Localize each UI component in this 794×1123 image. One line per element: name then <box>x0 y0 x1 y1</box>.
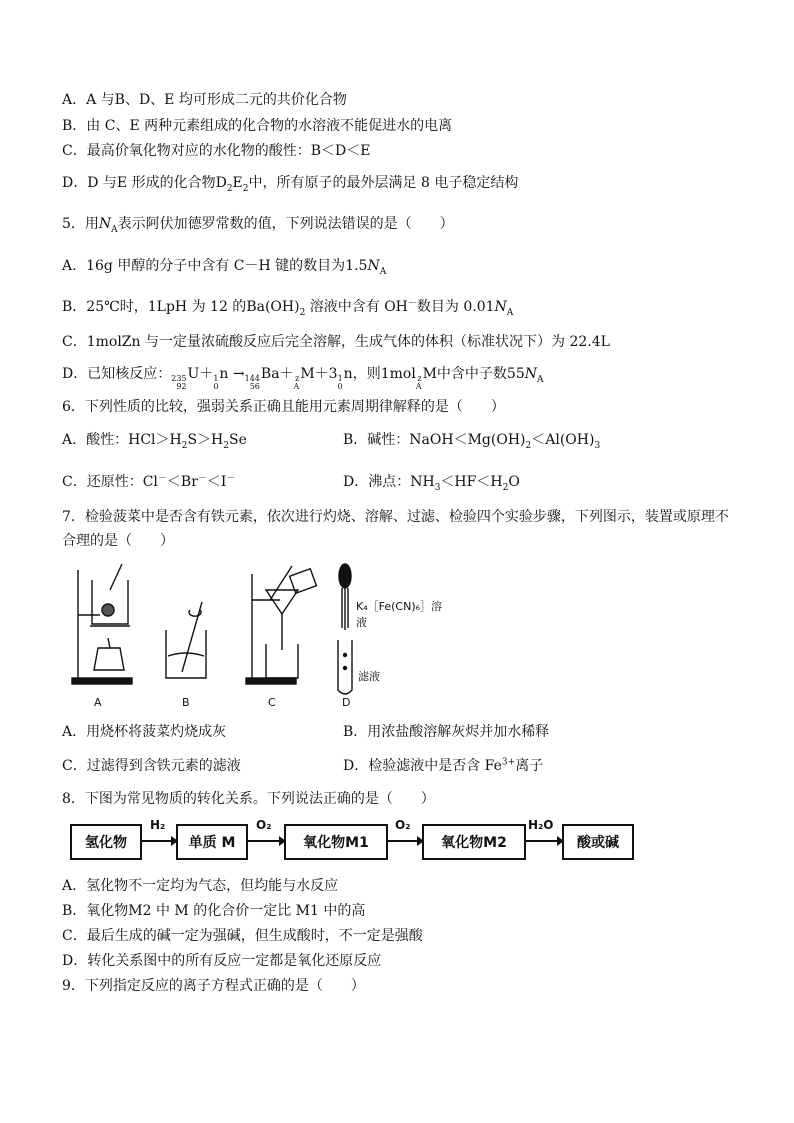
flow-arrow-label-3: O₂ <box>395 818 411 832</box>
q6-option-b: B．碱性：$NaOH<Mg(OH)_2<Al(OH)_3$ <box>343 432 601 451</box>
figure-label-a: A <box>94 696 102 709</box>
figure-filtrate-label: 滤液 <box>358 670 380 683</box>
q6-option-a: A．酸性：$HCl>H_2S>H_2Se$ <box>62 432 247 451</box>
q9-stem: 9．下列指定反应的离子方程式正确的是（ ） <box>62 978 365 994</box>
q8-option-d: D．转化关系图中的所有反应一定都是氧化还原反应 <box>62 953 382 969</box>
flow-arrow-label-1: H₂ <box>150 818 166 832</box>
figure-reagent-label: K₄［Fe(CN)₆］溶液 <box>356 600 443 629</box>
q7-option-a: A．用烧杯将菠菜灼烧成灰 <box>62 724 227 740</box>
q8-option-c: C．最后生成的碱一定为强碱，但生成酸时，不一定是强酸 <box>62 928 423 944</box>
q8-option-b: B．氧化物M2 中 M 的化合价一定比 M1 中的高 <box>62 903 366 919</box>
figure-label-b: B <box>182 696 190 709</box>
q8-stem: 8．下图为常见物质的转化关系。下列说法正确的是（ ） <box>62 791 435 807</box>
q4-option-d: D．D 与E 形成的化合物$D_2E_2$中，所有原子的最外层满足 8 电子稳定结构 <box>62 175 519 194</box>
q5-stem: 5．用$N_A$表示阿伏加德罗常数的值，下列说法错误的是（ ） <box>62 216 454 235</box>
flow-arrow-3 <box>388 840 422 842</box>
q6-stem: 6．下列性质的比较，强弱关系正确且能用元素周期律解释的是（ ） <box>62 399 505 415</box>
q7-option-b: B．用浓盐酸溶解灰烬并加水稀释 <box>343 724 550 740</box>
flow-box-oxide-m2: 氧化物M2 <box>422 824 526 860</box>
q4-option-b: B．由 C、E 两种元素组成的化合物的水溶液不能促进水的电离 <box>62 118 453 134</box>
flow-arrow-2 <box>248 840 284 842</box>
q7-option-c: C．过滤得到含铁元素的滤液 <box>62 758 241 774</box>
q5-option-b: B．25℃时，1LpH 为 12 的$Ba(OH)_2$ 溶液中含有 OH－数目为 $0.01N_A$ <box>62 298 514 318</box>
flow-box-acid-or-base: 酸或碱 <box>562 824 634 860</box>
flow-box-element-m: 单质 M <box>176 824 248 860</box>
q6-option-c: C．还原性：Cl－＜Br－＜I－ <box>62 473 236 490</box>
q5-option-c: C．1molZn 与一定量浓硫酸反应后完全溶解，生成气体的体积（标准状况下）为 22.4L <box>62 334 610 350</box>
q7-stem-line2: 合理的是（ ） <box>62 533 174 549</box>
q5-option-d: D．已知核反应： 235 92 U＋ 1 0 n → 144 56 Ba＋ z A M＋3 1 0 n，则1mol z A M中含中子数$55N_A$ <box>62 366 544 391</box>
q7-apparatus-figure <box>70 560 450 710</box>
q4-option-a: A．A 与B、D、E 均可形成二元的共价化合物 <box>62 92 347 108</box>
q4-option-c: C．最高价氧化物对应的水化物的酸性：B＜D＜E <box>62 143 371 159</box>
q5-option-a: A．16g 甲醇的分子中含有 C－H 键的数目为$1.5N_A$ <box>62 258 387 277</box>
q8-conversion-flowchart <box>70 820 640 868</box>
q6-option-d: D．沸点：$NH_3<HF<H_2O$ <box>343 474 520 493</box>
flow-box-hydride: 氢化物 <box>70 824 142 860</box>
flow-arrow-label-2: O₂ <box>256 818 272 832</box>
flow-arrow-1 <box>142 840 176 842</box>
flow-arrow-4 <box>526 840 562 842</box>
flow-box-oxide-m1: 氧化物M1 <box>284 824 388 860</box>
flow-arrow-label-4: H₂O <box>528 818 554 832</box>
q7-stem-line1: 7．检验菠菜中是否含有铁元素，依次进行灼烧、溶解、过滤、检验四个实验步骤，下列图示，装置或原理不 <box>62 509 729 525</box>
figure-label-c: C <box>268 696 276 709</box>
figure-label-d: D <box>342 696 351 709</box>
apparatus-drawings <box>70 560 450 710</box>
q8-option-a: A．氢化物不一定均为气态，但均能与水反应 <box>62 878 339 894</box>
q7-option-d: D．检验滤液中是否含 $Fe^{3+}$离子 <box>343 757 544 774</box>
